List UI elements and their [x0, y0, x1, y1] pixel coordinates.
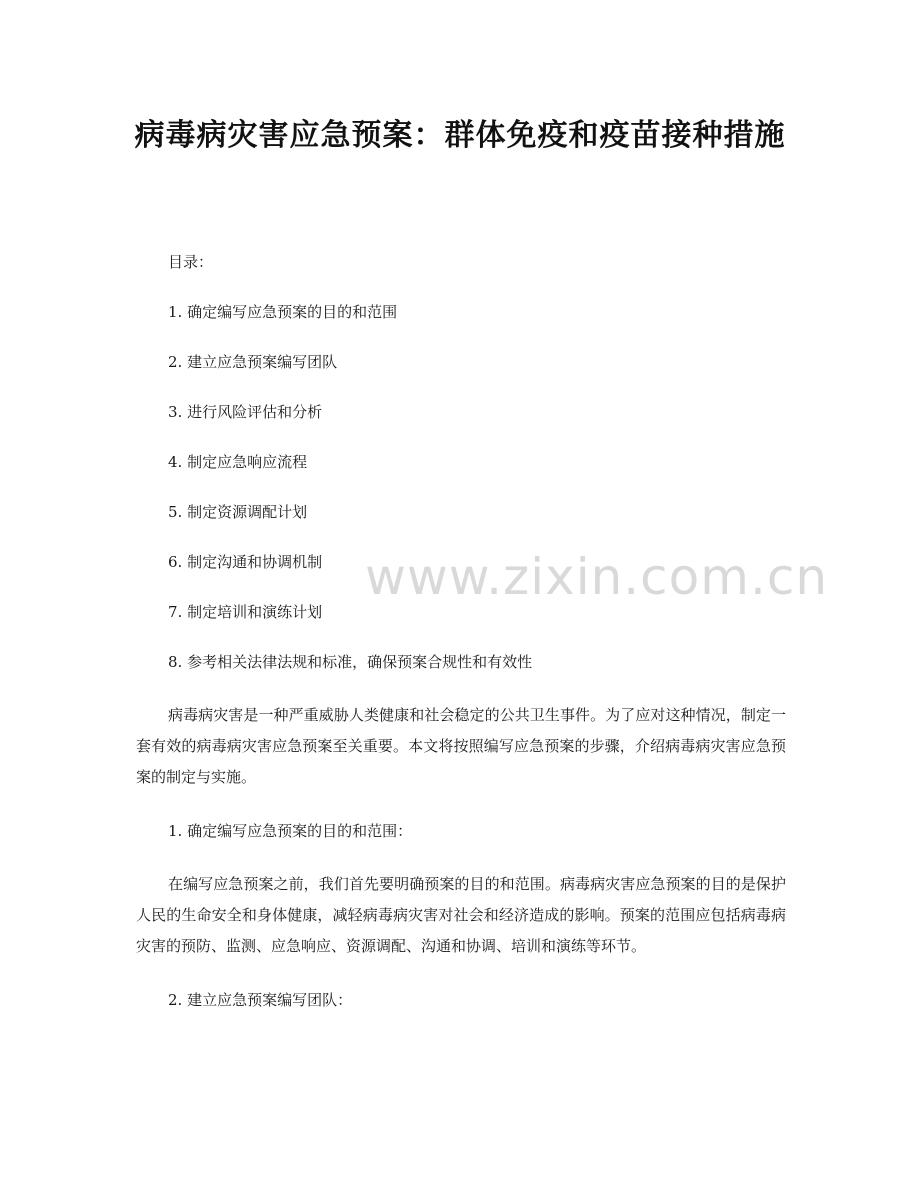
section-heading-1: 1. 确定编写应急预案的目的和范围： [168, 822, 413, 840]
section-body-1: 在编写应急预案之前，我们首先要明确预案的目的和范围。病毒病灾害应急预案的目的是保护人民的生命安全和身体健康，减轻病毒病灾害对社会和经济造成的影响。预案的范围应包括病毒病灾害的预防、监测、应急响应、资源调配、沟通和协调、培训和演练等环节。 [136, 875, 786, 955]
document-body [136, 250, 786, 1038]
toc-item-3: 3. 进行风险评估和分析 [168, 403, 323, 421]
toc-item-2: 2. 建立应急预案编写团队 [168, 353, 338, 371]
toc-item-7: 7. 制定培训和演练计划 [168, 603, 323, 621]
document-title: 病毒病灾害应急预案：群体免疫和疫苗接种措施 [134, 118, 786, 153]
toc-item-6: 6. 制定沟通和协调机制 [168, 553, 323, 571]
intro-paragraph: 病毒病灾害是一种严重威胁人类健康和社会稳定的公共卫生事件。为了应对这种情况，制定一套有效的病毒病灾害应急预案至关重要。本文将按照编写应急预案的步骤，介绍病毒病灾害应急预案的制定与实施。 [136, 706, 786, 786]
toc-item-4: 4. 制定应急响应流程 [168, 453, 308, 471]
toc-item-5: 5. 制定资源调配计划 [168, 503, 308, 521]
toc-item-8: 8. 参考相关法律法规和标准，确保预案合规性和有效性 [168, 653, 533, 671]
section-heading-2: 2. 建立应急预案编写团队： [168, 991, 353, 1009]
toc-item-1: 1. 确定编写应急预案的目的和范围 [168, 303, 398, 321]
watermark-text: www.zixin.com.cn [365, 548, 829, 606]
toc-heading: 目录： [168, 253, 214, 271]
